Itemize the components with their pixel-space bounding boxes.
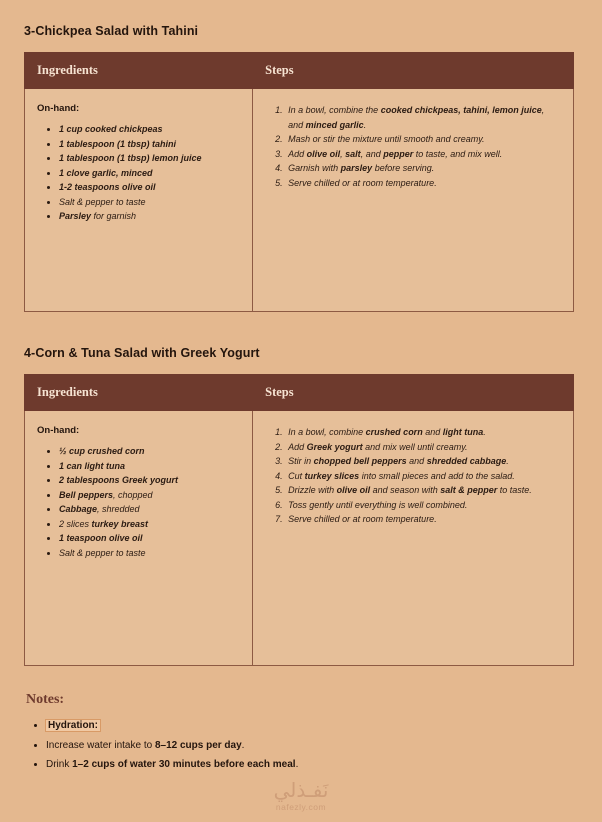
list-item: 4. Garnish with parsley before serving. bbox=[285, 161, 561, 176]
list-item: 2. Mash or stir the mixture until smooth and creamy. bbox=[285, 132, 561, 147]
ingredients-list bbox=[37, 122, 240, 224]
list-item: • Salt & pepper to taste bbox=[59, 195, 240, 210]
column-header-ingredients: Ingredients bbox=[25, 375, 253, 411]
recipe-table-2 bbox=[24, 374, 574, 666]
list-item: • Bell peppers, chopped bbox=[59, 488, 240, 503]
list-item: • 1 clove garlic, minced bbox=[59, 166, 240, 181]
list-item: 7. Serve chilled or at room temperature. bbox=[285, 512, 561, 527]
list-item: 5. Serve chilled or at room temperature. bbox=[285, 176, 561, 191]
column-header-steps: Steps bbox=[253, 375, 574, 411]
list-item: 3. Stir in chopped bell peppers and shredded cabbage. bbox=[285, 454, 561, 469]
recipe-table-2-head bbox=[25, 375, 574, 411]
footer-branding bbox=[0, 780, 602, 812]
column-header-steps: Steps bbox=[253, 53, 574, 89]
ingredients-list bbox=[37, 444, 240, 561]
list-item: • 1 tablespoon (1 tbsp) tahini bbox=[59, 137, 240, 152]
steps-list bbox=[265, 425, 561, 527]
list-item: • Salt & pepper to taste bbox=[59, 546, 240, 561]
notes-section bbox=[24, 692, 574, 775]
list-item: • 1 cup cooked chickpeas bbox=[59, 122, 240, 137]
list-item: • Increase water intake to 8–12 cups per day. bbox=[46, 736, 574, 756]
list-item: • Parsley for garnish bbox=[59, 209, 240, 224]
list-item: • 1-2 teaspoons olive oil bbox=[59, 180, 240, 195]
notes-title: Notes: bbox=[26, 692, 65, 707]
table-header-row bbox=[25, 375, 574, 411]
ingredients-cell bbox=[25, 89, 253, 312]
steps-cell bbox=[253, 89, 574, 312]
recipe-table-1 bbox=[24, 52, 574, 312]
list-item: • 1 can light tuna bbox=[59, 459, 240, 474]
list-item: • 2 slices turkey breast bbox=[59, 517, 240, 532]
brand-logo-latin: nafezly.com bbox=[275, 802, 327, 812]
recipe-title-2: 4-Corn & Tuna Salad with Greek Yogurt bbox=[24, 346, 260, 360]
ingredients-cell bbox=[25, 411, 253, 666]
list-item: 1. In a bowl, combine the cooked chickpeas, tahini, lemon juice, and minced garlic. bbox=[285, 103, 561, 132]
table-row bbox=[25, 411, 574, 666]
list-item: 5. Drizzle with olive oil and season with salt & pepper to taste. bbox=[285, 483, 561, 498]
list-item: 4. Cut turkey slices into small pieces and add to the salad. bbox=[285, 469, 561, 484]
brand-logo-arabic: نَفـذلي bbox=[273, 778, 329, 802]
list-item: • 1 tablespoon (1 tbsp) lemon juice bbox=[59, 151, 240, 166]
column-header-ingredients: Ingredients bbox=[25, 53, 253, 89]
list-item: 6. Toss gently until everything is well combined. bbox=[285, 498, 561, 513]
list-item: • Drink 1–2 cups of water 30 minutes before each meal. bbox=[46, 755, 574, 775]
table-row bbox=[25, 89, 574, 312]
list-item: • 1 teaspoon olive oil bbox=[59, 531, 240, 546]
list-item: 2. Add Greek yogurt and mix well until creamy. bbox=[285, 440, 561, 455]
recipe-table-1-head bbox=[25, 53, 574, 89]
steps-list bbox=[265, 103, 561, 190]
list-item: • Cabbage, shredded bbox=[59, 502, 240, 517]
list-item: • ½ cup crushed corn bbox=[59, 444, 240, 459]
recipe-title-1: 3-Chickpea Salad with Tahini bbox=[24, 24, 199, 38]
on-hand-label: On-hand: bbox=[37, 425, 80, 436]
section-spacer bbox=[24, 312, 574, 342]
list-item bbox=[46, 716, 574, 736]
on-hand-label: On-hand: bbox=[37, 103, 80, 114]
notes-list bbox=[24, 716, 574, 775]
recipe-table-2-body bbox=[25, 411, 574, 666]
table-header-row bbox=[25, 53, 574, 89]
list-item: 1. In a bowl, combine crushed corn and light tuna. bbox=[285, 425, 561, 440]
recipe-table-1-body bbox=[25, 89, 574, 312]
steps-cell bbox=[253, 411, 574, 666]
list-item: • 2 tablespoons Greek yogurt bbox=[59, 473, 240, 488]
list-item: 3. Add olive oil, salt, and pepper to taste, and mix well. bbox=[285, 147, 561, 162]
hydration-highlight: Hydration: bbox=[48, 720, 98, 731]
